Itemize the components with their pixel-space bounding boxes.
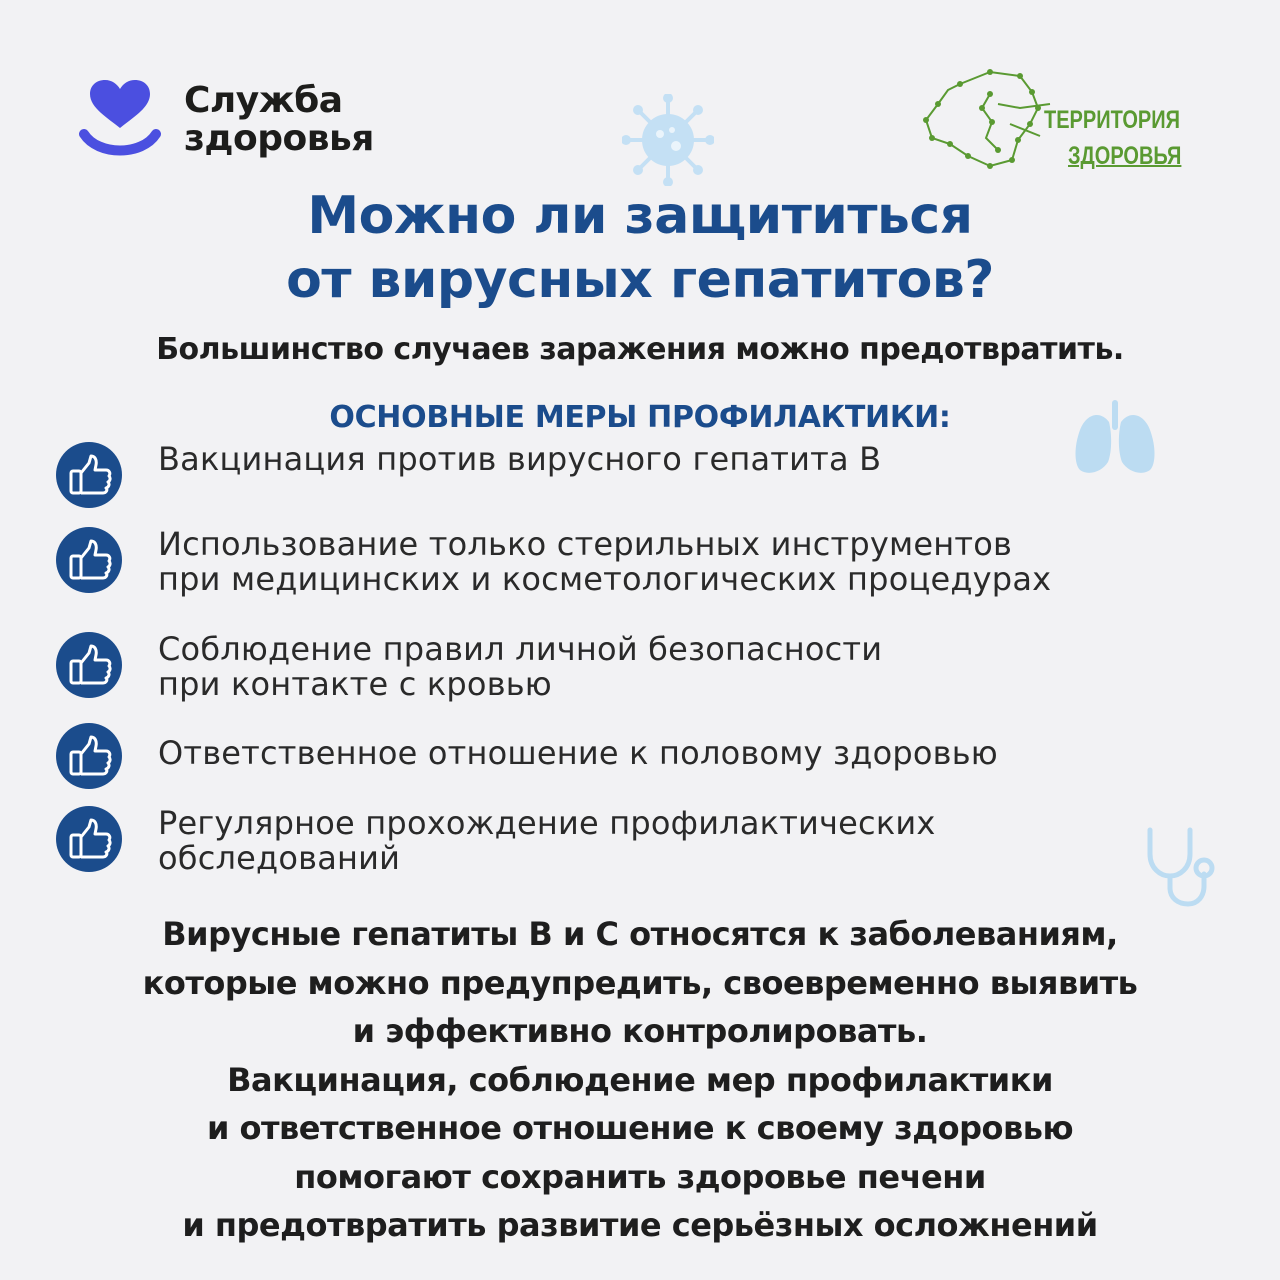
thumbs-up-icon: [56, 806, 122, 872]
territoriya-line-1: ТЕРРИТОРИЯ: [1044, 106, 1180, 134]
thumbs-up-icon: [56, 527, 122, 593]
list-item: [56, 527, 1236, 607]
territoriya-line-2: ЗДОРОВЬЯ: [1068, 142, 1182, 170]
thumbs-up-icon: [56, 632, 122, 698]
measure-line-2: при контакте с кровью: [158, 665, 552, 703]
conclusion-line: Вакцинация, соблюдение мер профилактики: [227, 1060, 1053, 1099]
logo-line-2: здоровья: [184, 118, 374, 159]
measure-line-1: Вакцинация против вирусного гепатита В: [158, 440, 882, 478]
page-title: [0, 184, 1280, 312]
conclusion-text: [0, 910, 1280, 1250]
measure-line-1: Ответственное отношение к половому здоровью: [158, 734, 998, 772]
section-heading: ОСНОВНЫЕ МЕРЫ ПРОФИЛАКТИКИ:: [329, 400, 951, 435]
measure-text: [158, 806, 936, 876]
list-item: [56, 806, 1236, 886]
thumbs-up-icon: [56, 442, 122, 508]
measure-text: [158, 442, 881, 477]
territoriya-logo-text: [1044, 102, 1181, 174]
measure-line-1: Регулярное прохождение профилактических: [158, 804, 936, 842]
list-item: [56, 723, 1236, 803]
measure-line-1: Соблюдение правил личной безопасности: [158, 630, 883, 668]
conclusion-line: помогают сохранить здоровье печени: [294, 1157, 986, 1196]
heart-smile-icon: [78, 78, 162, 162]
title-line-2: от вирусных гепатитов?: [286, 250, 994, 310]
measure-text: [158, 632, 882, 702]
measure-line-1: Использование только стерильных инструментов: [158, 525, 1013, 563]
sluzhba-zdorovya-logo: [78, 78, 418, 168]
list-item: [56, 442, 1236, 522]
title-line-1: Можно ли защититься: [307, 186, 973, 246]
virus-icon: [622, 94, 714, 186]
thumbs-up-icon: [56, 723, 122, 789]
measure-text: [158, 736, 998, 771]
conclusion-line: и предотвратить развитие серьёзных осложнений: [182, 1206, 1098, 1244]
logo-text: [184, 82, 374, 158]
conclusion-line: и эффективно контролировать.: [352, 1012, 928, 1050]
territoriya-zdorovya-logo: [920, 64, 1200, 184]
subtitle: Большинство случаев заражения можно предотвратить.: [156, 332, 1124, 367]
logo-line-1: Служба: [184, 80, 343, 121]
list-item: [56, 632, 1236, 712]
measure-line-2: обследований: [158, 839, 401, 877]
measure-text: [158, 527, 1051, 597]
conclusion-line: Вирусные гепатиты В и С относятся к заболеваниям,: [162, 915, 1118, 953]
measure-line-2: при медицинских и косметологических процедурах: [158, 560, 1052, 598]
conclusion-line: и ответственное отношение к своему здоровью: [206, 1109, 1074, 1147]
conclusion-line: которые можно предупредить, своевременно выявить: [142, 963, 1138, 1002]
